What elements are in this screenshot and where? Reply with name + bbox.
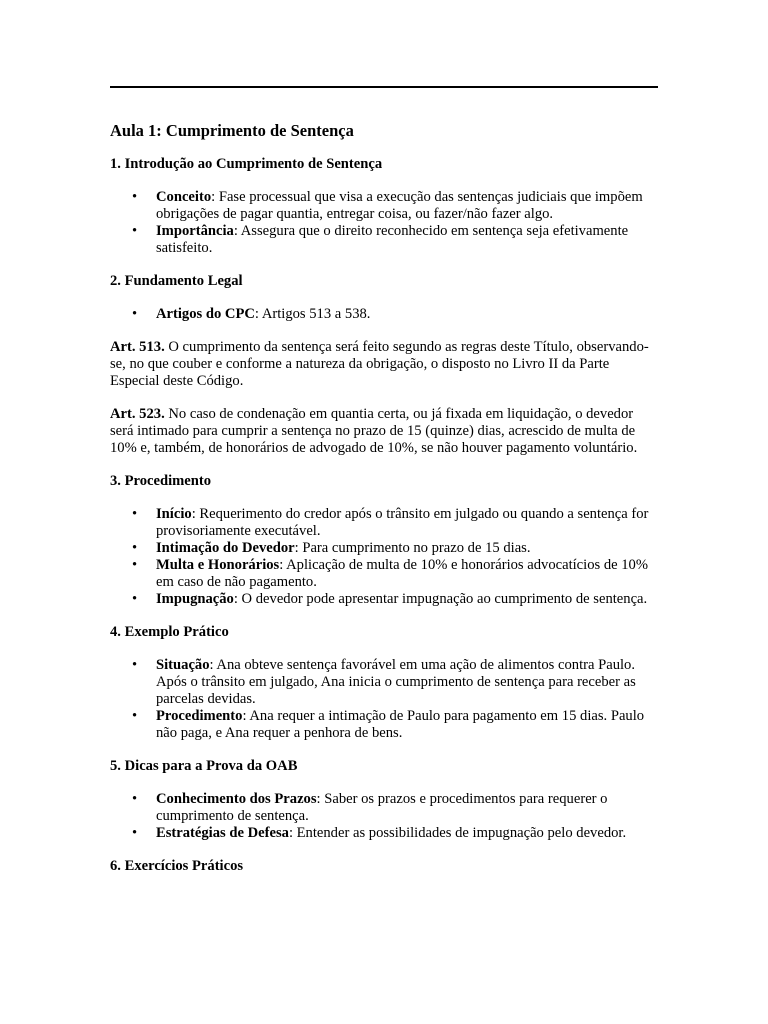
article-lead: Art. 523. [110, 406, 165, 422]
list-item [132, 506, 660, 540]
article-text: O cumprimento da sentença será feito segundo as regras deste Título, observando-se, no que couber e conforme a natureza da obrigação, o disposto no Livro II da Parte Especial deste Código. [110, 339, 649, 389]
article-text: No caso de condenação em quantia certa, ou já fixada em liquidação, o devedor será intimado para cumprir a sentença no prazo de 15 (quinze) dias, acrescido de multa de 10% e, também, de honorários de advogado de 10%, se não houver pagamento voluntário. [110, 406, 638, 456]
list-item [132, 306, 660, 323]
section-heading: 3. Procedimento [110, 473, 212, 489]
item-text: : Ana requer a intimação de Paulo para pagamento em 15 dias. Paulo não paga, e Ana requer a penhora de bens. [156, 708, 645, 741]
article-paragraph [110, 339, 660, 390]
section-heading: 5. Dicas para a Prova da OAB [110, 758, 298, 774]
item-text: : Ana obteve sentença favorável em uma ação de alimentos contra Paulo. Após o trânsito em julgado, Ana inicia o cumprimento de sentença para receber as parcelas devidas. [156, 657, 636, 707]
article-paragraph [110, 406, 660, 457]
list-item [132, 557, 660, 591]
bullet-icon: • [132, 825, 138, 841]
bullet-list [110, 189, 660, 257]
item-term: Conceito [156, 189, 212, 205]
item-term: Estratégias de Defesa [156, 825, 289, 841]
item-term: Impugnação [156, 591, 234, 607]
bullet-icon: • [132, 708, 138, 724]
document-title: Aula 1: Cumprimento de Sentença [110, 121, 354, 140]
list-item [132, 791, 660, 825]
section-heading: 2. Fundamento Legal [110, 273, 243, 289]
list-item [132, 708, 660, 742]
item-text: : Requerimento do credor após o trânsito em julgado ou quando a sentença for provisoriamente executável. [156, 506, 649, 539]
bullet-list [110, 791, 660, 842]
item-term: Artigos do CPC [156, 306, 255, 322]
list-item [132, 223, 660, 257]
item-term: Início [156, 506, 192, 522]
bullet-icon: • [132, 657, 138, 673]
list-item [132, 540, 660, 557]
item-term: Importância [156, 223, 234, 239]
item-term: Procedimento [156, 708, 243, 724]
item-term: Conhecimento dos Prazos [156, 791, 317, 807]
item-text: : Para cumprimento no prazo de 15 dias. [294, 540, 531, 556]
list-item [132, 591, 660, 608]
section-heading: 6. Exercícios Práticos [110, 858, 244, 874]
list-item [132, 825, 660, 842]
item-term: Situação [156, 657, 210, 673]
item-text: : Fase processual que visa a execução das sentenças judiciais que impõem obrigações de pagar quantia, entregar coisa, ou fazer/não fazer algo. [156, 189, 643, 222]
item-text: : Aplicação de multa de 10% e honorários advocatícios de 10% em caso de não pagamento. [156, 557, 649, 590]
section-heading: 1. Introdução ao Cumprimento de Sentença [110, 156, 383, 172]
article-lead: Art. 513. [110, 339, 165, 355]
item-text: : Assegura que o direito reconhecido em sentença seja efetivamente satisfeito. [156, 223, 629, 256]
bullet-icon: • [132, 189, 138, 205]
bullet-icon: • [132, 223, 138, 239]
bullet-list [110, 506, 660, 608]
bullet-icon: • [132, 557, 138, 573]
item-text: : Artigos 513 a 538. [254, 306, 371, 322]
top-divider [110, 86, 658, 88]
item-text: : Saber os prazos e procedimentos para requerer o cumprimento de sentença. [156, 791, 608, 824]
bullet-list [110, 657, 660, 742]
section-heading: 4. Exemplo Prático [110, 624, 229, 640]
bullet-icon: • [132, 540, 138, 556]
bullet-icon: • [132, 591, 138, 607]
list-item [132, 189, 660, 223]
bullet-icon: • [132, 791, 138, 807]
item-term: Intimação do Devedor [156, 540, 295, 556]
document-content [110, 121, 660, 891]
item-text: : Entender as possibilidades de impugnação pelo devedor. [288, 825, 627, 841]
list-item [132, 657, 660, 708]
bullet-icon: • [132, 306, 138, 322]
bullet-icon: • [132, 506, 138, 522]
bullet-list [110, 306, 660, 323]
item-text: : O devedor pode apresentar impugnação ao cumprimento de sentença. [233, 591, 648, 607]
item-term: Multa e Honorários [156, 557, 280, 573]
